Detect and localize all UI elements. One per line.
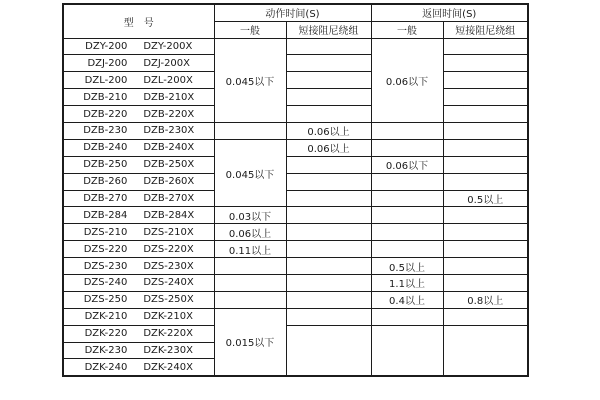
action-damped-cell: 0.06以上 bbox=[286, 139, 371, 156]
action-general-cell: 0.11以上 bbox=[214, 241, 286, 258]
model-name-b: DZS-230X bbox=[143, 260, 194, 272]
model-name-b: DZB-260X bbox=[143, 176, 195, 188]
return-damped-cell bbox=[443, 207, 528, 224]
return-damped-cell bbox=[443, 55, 528, 72]
table-row bbox=[63, 190, 528, 207]
model-name-a: DZB-260 bbox=[83, 176, 128, 188]
action-damped-cell bbox=[286, 207, 371, 224]
model-name-a: DZB-284 bbox=[83, 209, 128, 221]
return-general-cell bbox=[371, 139, 443, 156]
model-name-b: DZS-210X bbox=[143, 226, 194, 238]
return-general-cell: 0.06以下 bbox=[371, 156, 443, 173]
table-row bbox=[63, 38, 528, 55]
action-general-cell bbox=[214, 258, 286, 275]
model-cell bbox=[63, 55, 214, 72]
model-cell bbox=[63, 72, 214, 89]
model-pair bbox=[64, 125, 214, 136]
return-general-cell bbox=[371, 325, 443, 376]
action-damped-cell bbox=[286, 89, 371, 106]
model-pair bbox=[64, 159, 214, 170]
table-row bbox=[63, 207, 528, 224]
action-damped-cell: 0.06以上 bbox=[286, 122, 371, 139]
model-name-b: DZL-200X bbox=[143, 74, 193, 86]
table-row bbox=[63, 122, 528, 139]
spec-table-body bbox=[63, 38, 528, 376]
model-pair bbox=[64, 261, 214, 272]
table-row bbox=[63, 173, 528, 190]
model-pair bbox=[64, 176, 214, 187]
return-general-cell bbox=[371, 173, 443, 190]
model-cell bbox=[63, 325, 214, 342]
table-row bbox=[63, 89, 528, 106]
model-cell bbox=[63, 139, 214, 156]
model-pair bbox=[64, 227, 214, 238]
action-damped-cell bbox=[286, 156, 371, 173]
model-name-a: DZS-210 bbox=[83, 226, 128, 238]
model-name-a: DZB-240 bbox=[83, 142, 128, 154]
model-cell bbox=[63, 190, 214, 207]
table-row bbox=[63, 106, 528, 123]
action-general-cell bbox=[214, 291, 286, 308]
model-name-a: DZK-240 bbox=[84, 361, 128, 373]
model-cell bbox=[63, 173, 214, 190]
action-damped-cell bbox=[286, 291, 371, 308]
table-row bbox=[63, 241, 528, 258]
model-name-b: DZK-220X bbox=[143, 328, 193, 340]
model-cell bbox=[63, 308, 214, 325]
model-pair bbox=[64, 277, 214, 288]
table-row bbox=[63, 274, 528, 291]
return-general-cell: 0.06以下 bbox=[371, 38, 443, 122]
action-general-cell: 0.03以下 bbox=[214, 207, 286, 224]
model-name-a: DZS-220 bbox=[83, 243, 128, 255]
action-damped-cell bbox=[286, 106, 371, 123]
action-damped-cell bbox=[286, 55, 371, 72]
model-name-a: DZS-230 bbox=[83, 260, 128, 272]
relay-time-table bbox=[62, 3, 529, 377]
model-cell bbox=[63, 156, 214, 173]
return-general-cell: 0.4以上 bbox=[371, 291, 443, 308]
model-name-a: DZK-220 bbox=[84, 328, 128, 340]
action-damped-cell bbox=[286, 308, 371, 325]
model-pair bbox=[64, 75, 214, 86]
return-damped-cell bbox=[443, 106, 528, 123]
model-name-b: DZB-284X bbox=[143, 209, 195, 221]
subheader-action-general: 一般 bbox=[214, 21, 286, 38]
model-name-a: DZB-250 bbox=[83, 159, 128, 171]
return-general-cell: 1.1以上 bbox=[371, 274, 443, 291]
spec-table-head bbox=[63, 4, 528, 38]
return-damped-cell bbox=[443, 156, 528, 173]
table-row bbox=[63, 139, 528, 156]
model-cell bbox=[63, 241, 214, 258]
action-damped-cell bbox=[286, 241, 371, 258]
model-name-b: DZB-220X bbox=[143, 108, 195, 120]
action-general-cell: 0.045以下 bbox=[214, 38, 286, 122]
return-general-cell bbox=[371, 122, 443, 139]
return-general-cell: 0.5以上 bbox=[371, 258, 443, 275]
model-pair bbox=[64, 328, 214, 339]
model-name-b: DZS-240X bbox=[143, 277, 194, 289]
action-general-cell: 0.06以上 bbox=[214, 224, 286, 241]
return-damped-cell bbox=[443, 72, 528, 89]
return-damped-cell: 0.5以上 bbox=[443, 190, 528, 207]
model-cell bbox=[63, 224, 214, 241]
action-damped-cell bbox=[286, 190, 371, 207]
model-pair bbox=[64, 311, 214, 322]
model-name-a: DZB-210 bbox=[83, 91, 128, 103]
model-name-b: DZK-210X bbox=[143, 311, 193, 323]
return-damped-cell bbox=[443, 38, 528, 55]
action-damped-cell bbox=[286, 38, 371, 55]
model-pair bbox=[64, 362, 214, 373]
model-name-b: DZS-250X bbox=[143, 294, 194, 306]
model-cell bbox=[63, 89, 214, 106]
model-name-a: DZL-200 bbox=[84, 74, 128, 86]
return-general-cell bbox=[371, 190, 443, 207]
model-cell bbox=[63, 207, 214, 224]
return-general-cell bbox=[371, 308, 443, 325]
model-pair bbox=[64, 41, 214, 52]
return-damped-cell bbox=[443, 173, 528, 190]
model-name-a: DZK-230 bbox=[84, 344, 128, 356]
model-cell bbox=[63, 274, 214, 291]
model-cell bbox=[63, 291, 214, 308]
model-name-b: DZB-270X bbox=[143, 192, 195, 204]
model-name-a: DZJ-200 bbox=[87, 57, 128, 69]
return-damped-cell bbox=[443, 224, 528, 241]
table-row bbox=[63, 308, 528, 325]
action-damped-cell bbox=[286, 258, 371, 275]
action-damped-cell bbox=[286, 274, 371, 291]
return-damped-cell bbox=[443, 89, 528, 106]
return-damped-cell bbox=[443, 325, 528, 376]
action-damped-cell bbox=[286, 325, 371, 376]
model-pair bbox=[64, 193, 214, 204]
table-row bbox=[63, 325, 528, 342]
return-general-cell bbox=[371, 207, 443, 224]
model-cell bbox=[63, 359, 214, 376]
action-general-cell: 0.045以下 bbox=[214, 139, 286, 207]
table-row bbox=[63, 55, 528, 72]
return-damped-cell bbox=[443, 139, 528, 156]
model-name-b: DZB-210X bbox=[143, 91, 195, 103]
action-damped-cell bbox=[286, 72, 371, 89]
model-name-a: DZB-230 bbox=[83, 125, 128, 137]
model-pair bbox=[64, 210, 214, 221]
header-return-time: 返回时间(S) bbox=[371, 4, 528, 21]
model-name-b: DZS-220X bbox=[143, 243, 194, 255]
model-name-b: DZB-230X bbox=[143, 125, 195, 137]
model-name-b: DZB-250X bbox=[143, 159, 195, 171]
action-damped-cell bbox=[286, 224, 371, 241]
model-name-b: DZY-200X bbox=[143, 40, 193, 52]
model-pair bbox=[64, 244, 214, 255]
return-damped-cell bbox=[443, 274, 528, 291]
model-cell bbox=[63, 258, 214, 275]
subheader-return-general: 一般 bbox=[371, 21, 443, 38]
return-damped-cell bbox=[443, 122, 528, 139]
model-name-b: DZJ-200X bbox=[143, 57, 191, 69]
header-model: 型 号 bbox=[63, 4, 214, 38]
model-name-b: DZK-230X bbox=[143, 344, 193, 356]
model-name-a: DZY-200 bbox=[85, 40, 128, 52]
model-pair bbox=[64, 294, 214, 305]
table-row bbox=[63, 291, 528, 308]
model-name-a: DZB-220 bbox=[83, 108, 128, 120]
subheader-action-damped: 短接阻尼绕组 bbox=[286, 21, 371, 38]
subheader-return-damped: 短接阻尼绕组 bbox=[443, 21, 528, 38]
return-general-cell bbox=[371, 241, 443, 258]
action-general-cell bbox=[214, 274, 286, 291]
model-name-b: DZK-240X bbox=[143, 361, 193, 373]
model-pair bbox=[64, 109, 214, 120]
model-pair bbox=[64, 142, 214, 153]
model-name-a: DZK-210 bbox=[84, 311, 128, 323]
return-damped-cell bbox=[443, 308, 528, 325]
model-cell bbox=[63, 122, 214, 139]
action-damped-cell bbox=[286, 173, 371, 190]
model-name-a: DZS-250 bbox=[83, 294, 128, 306]
model-pair bbox=[64, 58, 214, 69]
table-row bbox=[63, 72, 528, 89]
return-damped-cell bbox=[443, 241, 528, 258]
return-damped-cell: 0.8以上 bbox=[443, 291, 528, 308]
model-name-a: DZS-240 bbox=[83, 277, 128, 289]
model-cell bbox=[63, 38, 214, 55]
table-row bbox=[63, 224, 528, 241]
action-general-cell: 0.015以下 bbox=[214, 308, 286, 376]
action-general-cell bbox=[214, 122, 286, 139]
model-name-a: DZB-270 bbox=[83, 192, 128, 204]
model-cell bbox=[63, 342, 214, 359]
model-name-b: DZB-240X bbox=[143, 142, 195, 154]
return-general-cell bbox=[371, 224, 443, 241]
header-row bbox=[63, 4, 528, 21]
header-action-time: 动作时间(S) bbox=[214, 4, 371, 21]
table-row bbox=[63, 258, 528, 275]
model-pair bbox=[64, 92, 214, 103]
table-row bbox=[63, 156, 528, 173]
model-pair bbox=[64, 345, 214, 356]
return-damped-cell bbox=[443, 258, 528, 275]
model-cell bbox=[63, 106, 214, 123]
